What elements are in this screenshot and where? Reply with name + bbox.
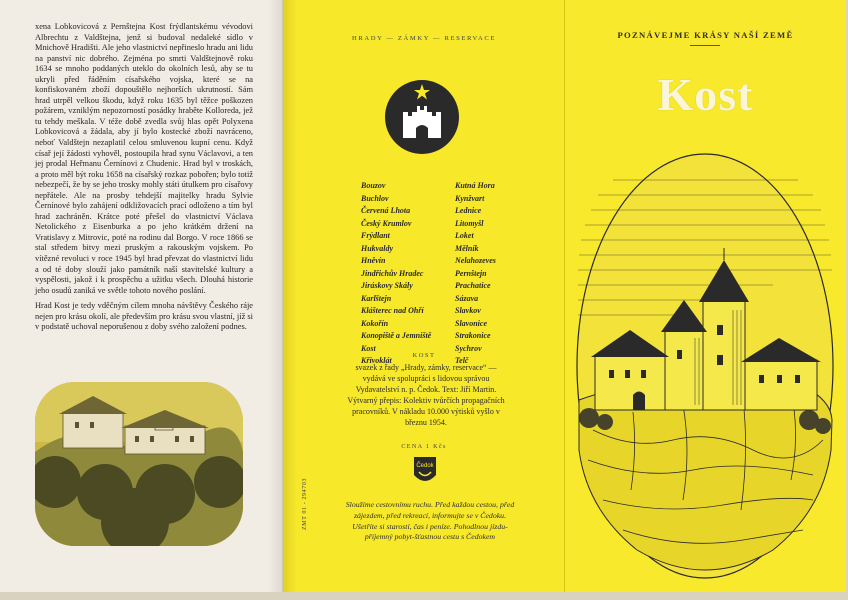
list-item: Litomyšl [455,218,484,228]
cover-panel [565,0,846,592]
cedok-ad-text: Sloužíme cestovnímu ruchu. Před každou cestou, před zájezdem, před rekreací, informujte se v Čedoku. Ušetříte si starostí, čas i peníze. Pohodlnou jízdu-příjemný pobyt-šťastnou cestu s Čedokem [345,500,515,542]
list-item: Kutná Hora [455,181,495,190]
kost-heading: KOST [412,352,436,359]
list-item: Karlštejn [361,293,392,303]
list-item: Červená Lhota [361,206,411,215]
list-item: Slavonice [455,318,487,328]
list-item: Buchlov [361,193,389,203]
print-code: ZMT 01 - 294703 [302,477,308,530]
list-item: Hukvaldy [361,243,393,253]
history-panel [0,0,283,592]
series-panel [283,0,565,592]
list-item: Kokořín [361,318,389,328]
list-item: Jiráskovy Skály [361,281,413,290]
list-item: Český Krumlov [361,218,412,228]
cedok-logo-icon [412,455,438,487]
closing-text: Hrad Kost je tedy vděčným cílem mnoha návštěvy Českého ráje nejen pro krásu okolí, ale především pro krásu svou vlastní, jíž si v podstatě uchoval neporušenou z doby svého založení podnes. [35,301,253,332]
castle-list-left [361,180,431,368]
list-item: Loket [455,231,474,240]
list-item: Křivoklát [361,356,392,365]
cover-motto: POZNÁVEJME KRÁSY NAŠÍ ZEMĚ [617,30,794,40]
castle-illustration [573,150,838,582]
list-item: Pernštejn [455,268,487,278]
cedok-logo-text: Čedok [416,463,434,469]
list-item: Hněvín [361,256,386,265]
series-heading: HRADY — ZÁMKY — RESERVACE [351,35,496,42]
list-item: Konopiště a Jemniště [361,331,432,340]
list-item: Nelahozeves [455,256,496,265]
price-heading: CENA 1 Kčs [401,443,447,450]
castle-emblem-icon [383,78,461,156]
list-item: Slavkov [455,306,481,315]
colophon-text: svazek z řady „Hrady, zámky, reservace“ — vydává ve spolupráci s lidovou správou Vydavatelství n. p. Čedok. Text: Jiří Martin. Výtvarný přepis: Kolektiv tvůrčích propagačních pracovníků. V nákladu 10.000 výtisků vyšlo v březnu 1954. [347,363,505,427]
list-item: Frýdlant [361,231,390,240]
list-item: Telč [455,356,469,365]
cover-title: Kost [657,69,754,120]
list-item: Sychrov [455,343,482,353]
history-text: xena Lobkovicová z Pernštejna Kost frýdlantskému vévodovi Albrechtu z Valdštejna, jenž si budoval nedaleké sídlo v Mnichově Hradišti. Ale jeho vlastnictví nepřineslo hradu ani lidu na panství nic dobrého. Zejména po smrti Valdštejnově roku 1634 se mnoho poddaných uteklo do okolních lesů, aby se tu ukryli před řáděním císařského vojska, které se na konfiskovaném zboží dopouštělo nejhorších ukrutností. Sám hrad utrpěl velkou škodu, když roku 1635 byl těžce poškozen požárem, vzniklým nepozorností posádky hraběte Kolloreda, jež tu tehdy meškala. V téže době zvedla svůj hlas opět Polyxena Lobkovicová a žádala, aby jí bylo kostecké zboží navráceno, neboť Valdštejn nezaplatil celou smluvenou kupní cenu. Když císař její žádosti vyhověl, postoupila hrad synu Václavovi, a ten jej prodal Heřmanu Černínovi z Chudenic. Hrad byl v troskách, a proto měl být roku 1658 na císařský rozkaz pobořen; bylo totiž nebezpečí, že by se jeho trosky mohly státi útulkem pro císařovy nepřátele. Ale na prosby tehdejší majitelky hradu Sylvie Černínové bylo zahájení odkližovacích prací odloženo a tím byl hrad zachráněn. Krátce poté přešel do vlastnictví Václava Netolického z Eisenburka a po jeho krátkém držení na Vratislavy z Mitrovic, poté na rodinu dal Borgo. V roce 1866 se stal středem bitvy mezi pruským a rakouským vojskem. Po vítězné revoluci v roce 1945 byl hrad převzat do vlastnictví lidu a od té doby slouží jako památník naší stavitelské kultury a vyspělosti, jakož i k prospěchu a užitku všech. Dlouhá historie jeho osudů zaniká ve světle tohoto nového poslání. [35,22,253,295]
castle-photo-image [35,382,243,546]
castle-photo [35,382,243,546]
list-item: Sázava [455,293,479,303]
list-item: Mělník [455,243,479,253]
motto-divider [690,45,720,46]
list-item: Kost [361,343,376,353]
castle-list-right [455,180,496,368]
list-item: Kynžvart [455,193,485,203]
list-item: Bouzov [361,181,386,190]
list-item: Prachatice [455,281,491,290]
list-item: Strakonice [455,331,491,340]
list-item: Klášterec nad Ohří [361,306,424,315]
list-item: Jindřichův Hradec [361,268,424,278]
list-item: Lednice [455,206,482,215]
